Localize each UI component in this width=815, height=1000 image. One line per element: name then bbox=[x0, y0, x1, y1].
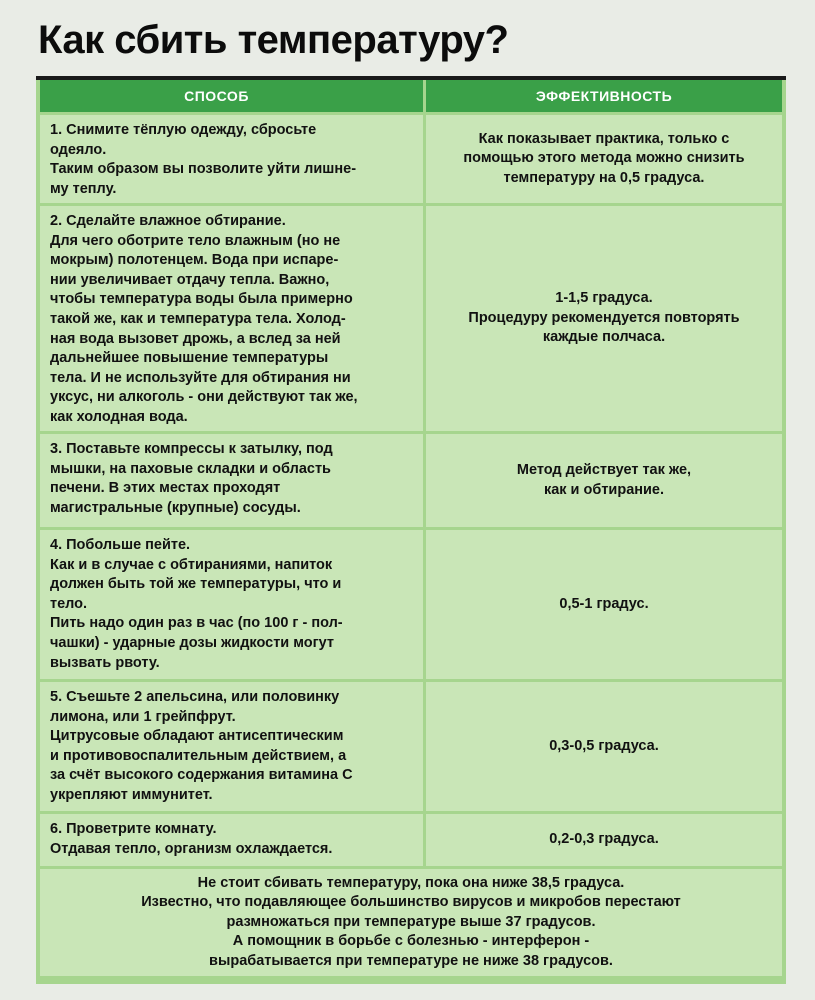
header-method: СПОСОБ bbox=[40, 80, 426, 112]
method-line: тело. bbox=[50, 595, 88, 612]
footer-line: вырабатывается при температуре не ниже 38 градусов. bbox=[209, 952, 613, 969]
effectiveness-line: как и обтирание. bbox=[543, 481, 665, 498]
effectiveness-line: каждые полчаса. bbox=[542, 329, 666, 346]
effectiveness-line: 0,5-1 градус. bbox=[559, 595, 649, 612]
method-cell bbox=[40, 682, 423, 811]
method-cell bbox=[40, 115, 423, 203]
method-line: мокрым) полотенцем. Вода при испаре- bbox=[50, 252, 339, 269]
footer-line: Не стоит сбивать температуру, пока она ниже 38,5 градуса. bbox=[197, 874, 625, 891]
method-line: 4. Побольше пейте. bbox=[50, 537, 191, 553]
footer-line: размножаться при температуре выше 37 градусов. bbox=[226, 913, 596, 930]
effectiveness-line: помощью этого метода можно снизить bbox=[463, 150, 745, 167]
method-line: уксус, ни алкоголь - они действуют так же, bbox=[50, 389, 358, 406]
effectiveness-line: 0,2-0,3 градуса. bbox=[549, 831, 659, 848]
method-line: одеяло. bbox=[50, 141, 107, 158]
method-line: печени. В этих местах проходят bbox=[50, 480, 281, 497]
method-line: тела. И не используйте для обтирания ни bbox=[50, 369, 351, 386]
table-row bbox=[40, 206, 782, 431]
method-line: Как и в случае с обтираниями, напиток bbox=[50, 556, 333, 573]
method-line: Отдавая тепло, организм охлаждается. bbox=[50, 840, 333, 857]
effectiveness-cell bbox=[426, 814, 782, 866]
method-line: Пить надо один раз в час (по 100 г - пол- bbox=[50, 615, 343, 632]
method-line: чтобы температура воды была примерно bbox=[50, 291, 353, 308]
effectiveness-line: 0,3-0,5 градуса. bbox=[549, 737, 659, 754]
method-cell bbox=[40, 434, 423, 527]
header-effectiveness: ЭФФЕКТИВНОСТЬ bbox=[535, 88, 673, 104]
effectiveness-cell bbox=[426, 682, 782, 811]
table-row bbox=[40, 814, 782, 866]
table-row bbox=[40, 530, 782, 679]
footer-line: А помощник в борьбе с болезнью - интерферон - bbox=[232, 933, 590, 950]
footer-note bbox=[40, 869, 782, 976]
method-line: 2. Сделайте влажное обтирание. bbox=[50, 213, 286, 229]
method-line: вызвать рвоту. bbox=[50, 654, 160, 671]
effectiveness-cell bbox=[426, 206, 782, 431]
effectiveness-line: Процедуру рекомендуется повторять bbox=[468, 309, 740, 326]
method-line: нии увеличивает отдачу тепла. Важно, bbox=[50, 271, 330, 288]
method-line: дальнейшее повышение температуры bbox=[50, 350, 329, 367]
page-title: Как сбить температуру? bbox=[38, 18, 509, 62]
method-line: Цитрусовые обладают антисептическим bbox=[50, 728, 344, 745]
footer-line: Известно, что подавляющее большинство вирусов и микробов перестают bbox=[141, 894, 681, 911]
method-line: му теплу. bbox=[50, 180, 117, 197]
table-header bbox=[40, 80, 782, 112]
effectiveness-cell bbox=[426, 434, 782, 527]
effectiveness-line: Как показывает практика, только с bbox=[478, 130, 730, 147]
method-cell bbox=[40, 206, 423, 431]
method-line: Таким образом вы позволите уйти лишне- bbox=[50, 161, 357, 178]
method-line: должен быть той же температуры, что и bbox=[50, 576, 342, 593]
effectiveness-line: 1-1,5 градуса. bbox=[555, 290, 653, 307]
effectiveness-line: температуру на 0,5 градуса. bbox=[503, 169, 705, 186]
method-line: 3. Поставьте компрессы к затылку, под bbox=[50, 441, 333, 457]
method-cell bbox=[40, 530, 423, 679]
method-line: магистральные (крупные) сосуды. bbox=[50, 499, 301, 516]
method-line: лимона, или 1 грейпфрут. bbox=[50, 708, 236, 725]
method-line: 1. Снимите тёплую одежду, сбросьте bbox=[50, 122, 317, 138]
effectiveness-cell bbox=[426, 115, 782, 203]
method-line: мышки, на паховые складки и область bbox=[50, 460, 331, 477]
method-line: Для чего оботрите тело влажным (но не bbox=[50, 232, 341, 249]
method-line: и противовоспалительным действием, а bbox=[50, 747, 347, 764]
method-line: такой же, как и температура тела. Холод- bbox=[50, 310, 346, 327]
method-line: ная вода вызовет дрожь, а вслед за ней bbox=[50, 330, 341, 347]
table-row bbox=[40, 682, 782, 811]
methods-table bbox=[36, 76, 786, 984]
method-line: 5. Съешьте 2 апельсина, или половинку bbox=[50, 689, 340, 705]
method-cell bbox=[40, 814, 423, 866]
method-line: за счёт высокого содержания витамина С bbox=[50, 767, 353, 784]
method-line: чашки) - ударные дозы жидкости могут bbox=[50, 634, 335, 651]
method-line: укрепляют иммунитет. bbox=[50, 786, 213, 803]
table-row bbox=[40, 434, 782, 527]
table-row bbox=[40, 115, 782, 203]
effectiveness-line: Метод действует так же, bbox=[516, 461, 692, 478]
effectiveness-cell bbox=[426, 530, 782, 679]
method-line: 6. Проветрите комнату. bbox=[50, 821, 217, 837]
method-line: как холодная вода. bbox=[50, 408, 188, 425]
